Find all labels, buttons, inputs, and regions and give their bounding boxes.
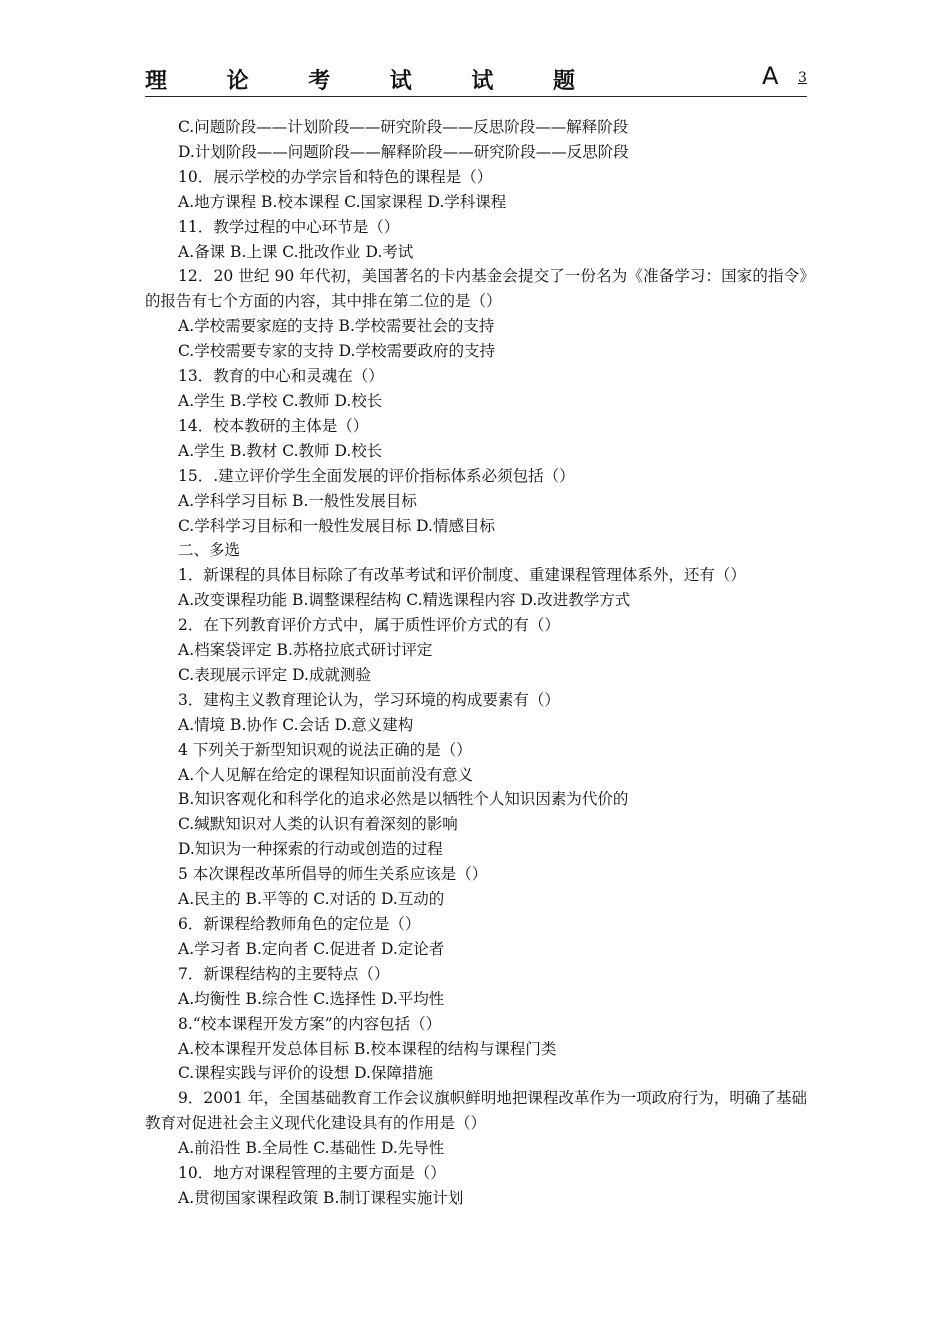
text-line: C.学校需要专家的支持 D.学校需要政府的支持 <box>178 342 495 361</box>
text-line: C.学科学习目标和一般性发展目标 D.情感目标 <box>178 516 495 535</box>
text-line: 10．展示学校的办学宗旨和特色的课程是（） <box>178 167 493 186</box>
text-line: A.学习者 B.定向者 C.促进者 D.定论者 <box>178 939 445 958</box>
text-line: A.地方课程 B.校本课程 C.国家课程 D.学科课程 <box>178 192 507 211</box>
text-line: 6．新课程给教师角色的定位是（） <box>178 915 421 933</box>
paper-version-letter: A <box>762 62 779 90</box>
header-title-char: 论 <box>226 68 249 94</box>
text-line: C.表现展示评定 D.成就测验 <box>178 665 371 684</box>
text-line: A.档案袋评定 B.苏格拉底式研讨评定 <box>178 641 433 660</box>
text-line: A.贯彻国家课程政策 B.制订课程实施计划 <box>178 1188 464 1207</box>
text-line: 15．.建立评价学生全面发展的评价指标体系必须包括（） <box>178 466 575 485</box>
text-line: 13．教育的中心和灵魂在（） <box>178 367 384 386</box>
text-line: 10．地方对课程管理的主要方面是（） <box>178 1164 446 1183</box>
text-line: 7．新课程结构的主要特点（） <box>178 964 390 983</box>
text-line: C.缄默知识对人类的认识有着深刻的影响 <box>178 815 458 834</box>
text-line: A.学生 B.教材 C.教师 D.校长 <box>178 441 383 460</box>
header-title-char: 理 <box>145 68 168 94</box>
header-title-char: 试 <box>389 68 412 94</box>
text-line: D.知识为一种探索的行动或创造的过程 <box>178 840 443 859</box>
text-line: 8.“校本课程开发方案”的内容包括（） <box>178 1014 442 1033</box>
page-header <box>145 62 807 97</box>
header-title-char: 试 <box>471 68 494 94</box>
text-line: C.问题阶段——计划阶段——研究阶段——反思阶段——解释阶段 <box>178 118 629 136</box>
text-line: A.民主的 B.平等的 C.对话的 D.互动的 <box>178 890 445 909</box>
text-line: 12．20 世纪 90 年代初，美国著名的卡内基金会提交了一份名为《准备学习：国家的指令》的报告有七个方面的内容，其中排在第二位的是（） <box>145 267 807 311</box>
text-line: C.课程实践与评价的设想 D.保障措施 <box>178 1064 433 1083</box>
text-line: A.学生 B.学校 C.教师 D.校长 <box>178 391 383 410</box>
text-line: 3．建构主义教育理论认为，学习环境的构成要素有（） <box>178 690 560 709</box>
text-line: A.情境 B.协作 C.会话 D.意义建构 <box>178 715 414 734</box>
header-title-char: 考 <box>308 68 331 94</box>
text-line: A.改变课程功能 B.调整课程结构 C.精选课程内容 D.改进教学方式 <box>178 591 631 610</box>
text-line: A.学科学习目标 B.一般性发展目标 <box>178 491 417 510</box>
text-line: A.前沿性 B.全局性 C.基础性 D.先导性 <box>178 1139 445 1158</box>
text-line: 二、多选 <box>178 541 241 560</box>
text-line: A.校本课程开发总体目标 B.校本课程的结构与课程门类 <box>178 1039 557 1058</box>
text-line: B.知识客观化和科学化的追求必然是以牺牲个人知识因素为代价的 <box>178 790 629 809</box>
text-line: A.备课 B.上课 C.批改作业 D.考试 <box>178 242 414 261</box>
text-line: A.个人见解在给定的课程知识面前没有意义 <box>178 765 474 784</box>
text-line: 4 下列关于新型知识观的说法正确的是（） <box>178 740 472 759</box>
text-line: 9．2001 年，全国基础教育工作会议旗帜鲜明地把课程改革作为一项政府行为，明确了基础教育对促进社会主义现代化建设具有的作用是（） <box>145 1089 807 1133</box>
header-title <box>145 64 575 95</box>
text-line: 2．在下列教育评价方式中，属于质性评价方式的有（） <box>178 616 560 635</box>
text-line: A.学校需要家庭的支持 B.学校需要社会的支持 <box>178 317 495 336</box>
text-line: A.均衡性 B.综合性 C.选择性 D.平均性 <box>178 989 445 1008</box>
document-body <box>145 115 807 1211</box>
page-number: 3 <box>798 70 807 86</box>
text-line: 11．教学过程的中心环节是（） <box>178 217 400 236</box>
text-line: D.计划阶段——问题阶段——解释阶段——研究阶段——反思阶段 <box>178 142 629 161</box>
text-line: 1．新课程的具体目标除了有改革考试和评价制度、重建课程管理体系外，还有（） <box>178 566 746 585</box>
header-title-char: 题 <box>552 68 575 94</box>
text-line: 5 本次课程改革所倡导的师生关系应该是（） <box>178 865 488 884</box>
text-line: 14．校本教研的主体是（） <box>178 416 369 435</box>
